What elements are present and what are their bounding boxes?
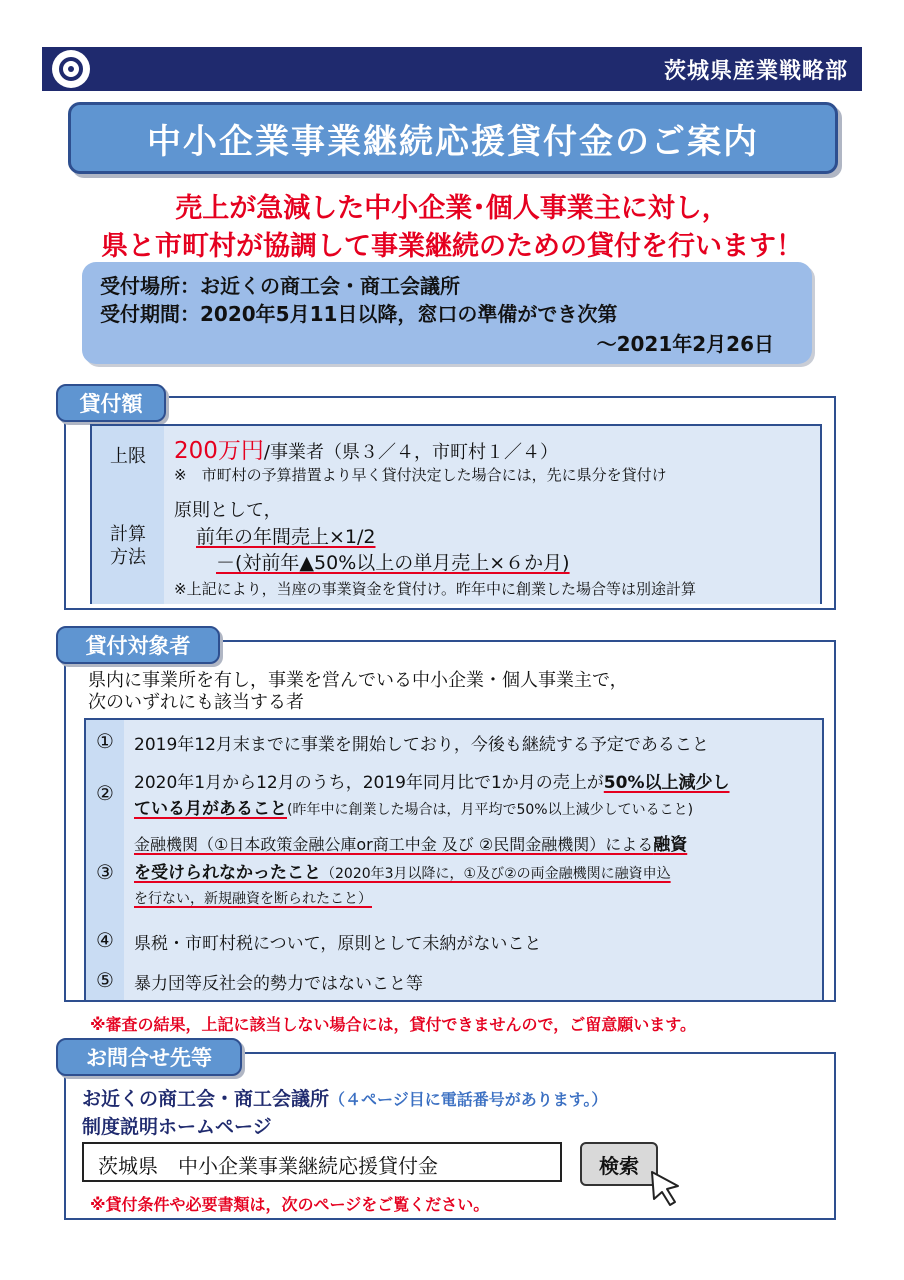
list-item: ③ 金融機関（①日本政策金融公庫or商工中金 及び ②民間金融機関）による融資 を受けられなかったこと（2020年3月以降に，①及び②の両金融機関に融資申込 を行ない，新規融資を断られたこと） xyxy=(86,824,822,921)
calc-line-1: 原則として， xyxy=(174,500,282,521)
list-item: ① 2019年12月末までに事業を開始しており，今後も継続する予定であること xyxy=(86,720,822,763)
loan-tab: 貸付額 xyxy=(56,384,166,422)
calc-line-3: －(対前年▲50%以上の単月売上×６か月) xyxy=(216,552,570,574)
headline-line-2: 県と市町村が協調して事業継続のための貸付を行います！ xyxy=(101,231,803,262)
contact-note: ※貸付条件や必要書類は，次のページをご覧ください。 xyxy=(90,1195,490,1214)
calc-line-2: 前年の年間売上×1/2 xyxy=(196,526,376,548)
list-item: ⑤ 暴力団等反社会的勢力ではないこと等 xyxy=(86,960,822,1000)
eligibility-tab: 貸付対象者 xyxy=(56,626,220,664)
eligibility-intro: 県内に事業所を有し，事業を営んでいる中小企業・個人事業主で， 次のいずれにも該当する者 xyxy=(88,670,628,713)
loan-limit-label: 上限 xyxy=(92,426,165,488)
contact-tab: お問合せ先等 xyxy=(56,1038,242,1076)
loan-limit-amount: 200万円 xyxy=(174,438,264,464)
header-bar xyxy=(42,47,862,91)
loan-limit-share: /事業者（県３／４，市町村１／４） xyxy=(263,442,558,463)
calc-note: ※上記により，当座の事業資金を貸付け。昨年中に創業した場合等は別途計算 xyxy=(174,580,696,598)
list-item: ④ 県税・市町村税について，原則として未納がないこと xyxy=(86,920,822,961)
search-input[interactable]: 茨城県 中小企業事業継続応援貸付金 xyxy=(82,1142,562,1182)
loan-calc-label: 計算 方法 xyxy=(92,488,165,604)
headline-line-1: 売上が急減した中小企業･個人事業主に対し， xyxy=(175,193,729,224)
reception-place: 受付場所：お近くの商工会・商工会議所 xyxy=(100,274,460,298)
loan-limit-row xyxy=(92,426,820,489)
loan-table xyxy=(90,424,822,604)
eligibility-list xyxy=(84,718,824,1000)
contact-line-1: お近くの商工会・商工会議所（４ページ目に電話番号があります。） xyxy=(82,1088,608,1110)
reception-period: 受付期間：2020年5月11日以降，窓口の準備ができ次第 xyxy=(100,302,618,326)
list-item: ② 2020年1月から12月のうち，2019年同月比で1か月の売上が50%以上減少し ている月があること(昨年中に創業した場合は，月平均で50%以上減少していること) xyxy=(86,762,822,825)
contact-line-2: 制度説明ホームページ xyxy=(82,1116,272,1138)
loan-calc-row xyxy=(92,488,820,604)
department-name: 茨城県産業戦略部 xyxy=(663,59,848,84)
eligibility-warning: ※審査の結果，上記に該当しない場合には，貸付できませんので，ご留意願います。 xyxy=(90,1015,696,1034)
reception-box xyxy=(82,262,812,364)
loan-limit-note: ※ 市町村の予算措置より早く貸付決定した場合には，先に県分を貸付け xyxy=(174,466,667,484)
search-button[interactable]: 検索 xyxy=(580,1142,658,1186)
reception-period-end: ～2021年2月26日 xyxy=(596,332,774,356)
prefecture-logo-icon xyxy=(52,50,90,88)
cursor-arrow-icon xyxy=(648,1168,688,1208)
page-title: 中小企業事業継続応援貸付金のご案内 xyxy=(68,102,838,174)
